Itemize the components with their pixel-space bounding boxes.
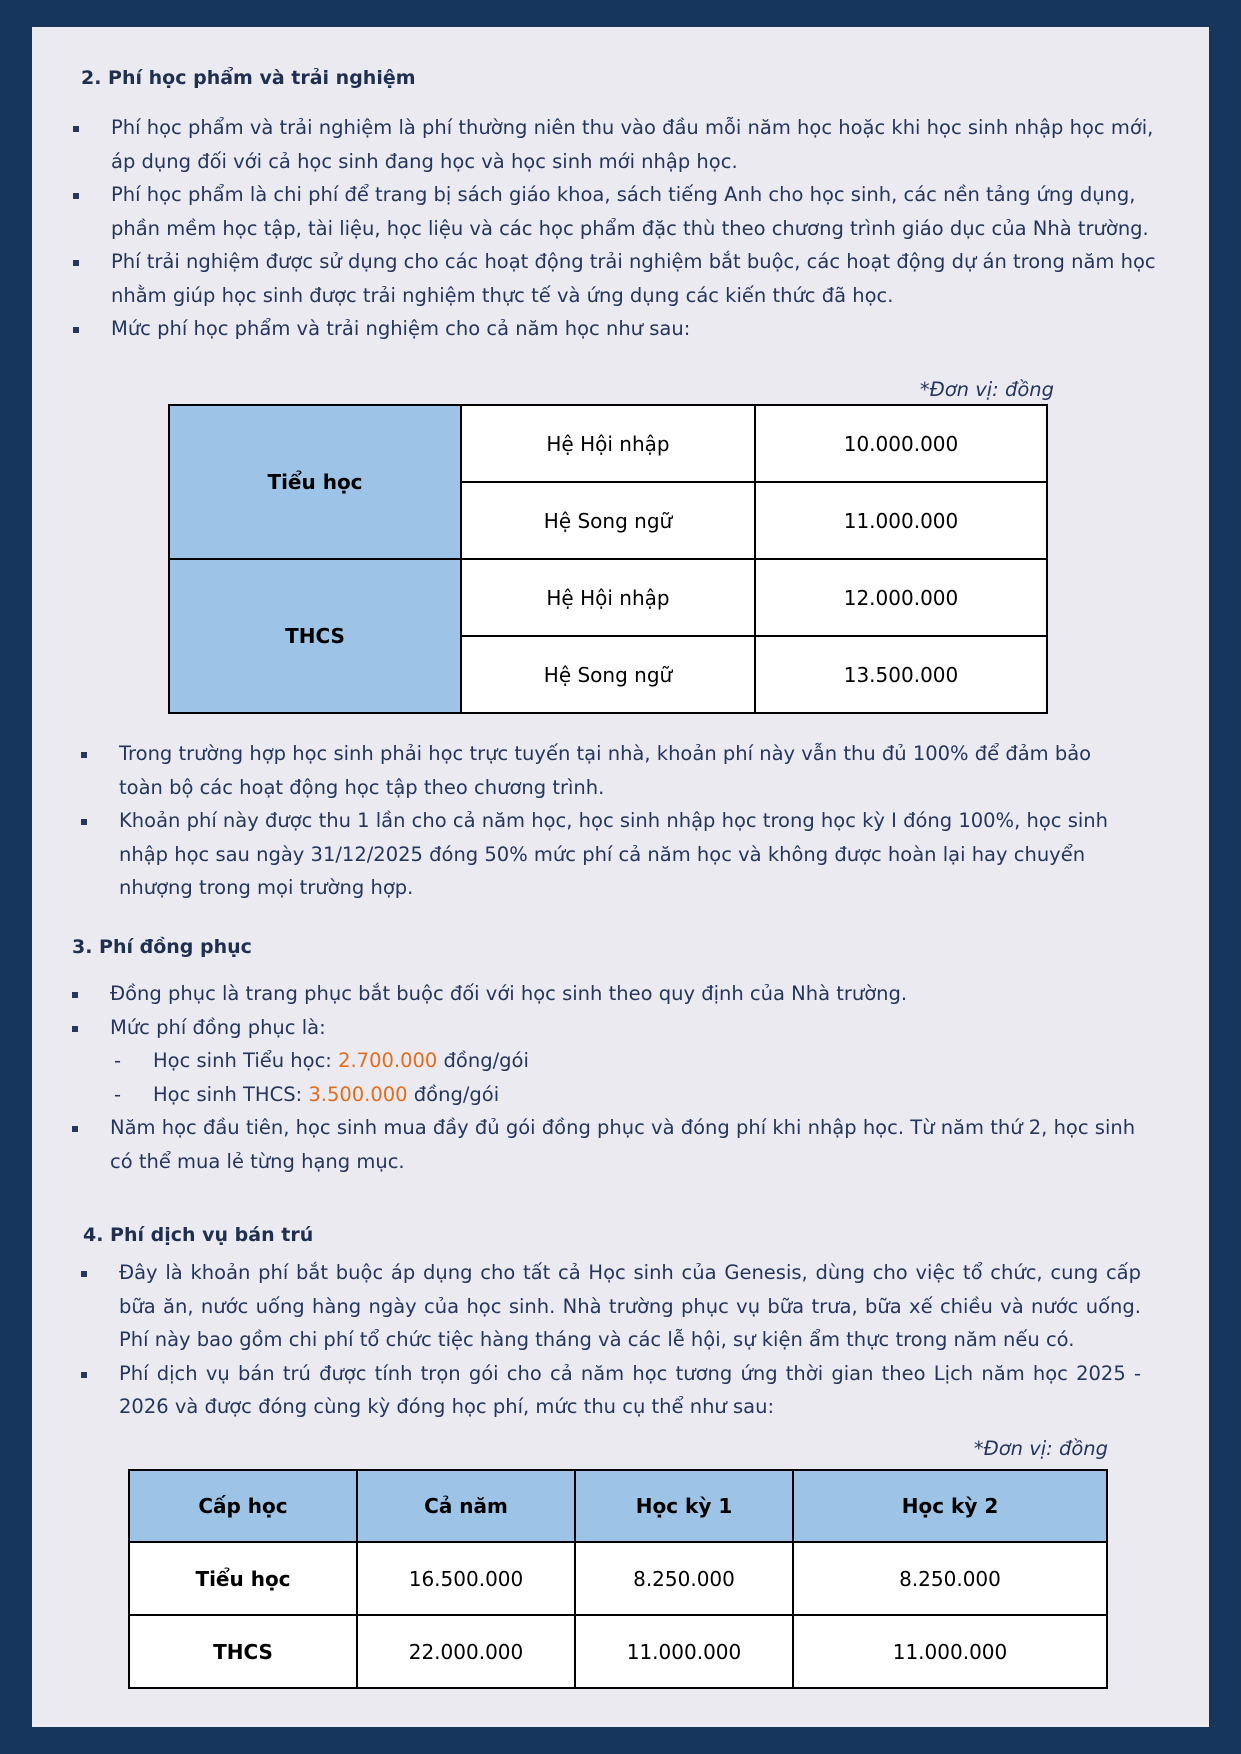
program-cell: Hệ Song ngữ <box>461 636 755 713</box>
uniform-label: Học sinh THCS: <box>153 1082 309 1106</box>
list-item: Phí học phẩm là chi phí để trang bị sách giáo khoa, sách tiếng Anh cho học sinh, các nền tảng ứng dụng, phần mềm học tập, tài liệu, học liệu và các học phẩm đặc thù theo chương trình giáo dục của Nhà trường. <box>73 178 1173 245</box>
unit-note: *Đơn vị: đồng <box>919 378 1054 401</box>
list-item: Phí trải nghiệm được sử dụng cho các hoạt động trải nghiệm bắt buộc, các hoạt động dự án trong năm học nhằm giúp học sinh được trải nghiệm thực tế và ứng dụng các kiến thức đã học. <box>73 245 1173 312</box>
level-cell-secondary: THCS <box>169 559 461 713</box>
list-item: Mức phí học phẩm và trải nghiệm cho cả năm học như sau: <box>73 312 1173 346</box>
level-cell: Tiểu học <box>129 1542 357 1615</box>
boarding-fee-table <box>128 1469 1108 1689</box>
uniform-fee-list <box>110 1044 1152 1111</box>
list-item: Phí học phẩm và trải nghiệm là phí thường niên thu vào đầu mỗi năm học hoặc khi học sinh nhập học mới, áp dụng đối với cả học sinh đang học và học sinh mới nhập học. <box>73 111 1173 178</box>
table-row <box>129 1615 1107 1688</box>
list-item <box>72 1011 1152 1112</box>
list-item: Đây là khoản phí bắt buộc áp dụng cho tất cả Học sinh của Genesis, dùng cho việc tổ chức, cung cấp bữa ăn, nước uống hàng ngày của học sinh. Nhà trường phục vụ bữa trưa, bữa xế chiều và nước uống. Phí này bao gồm chi phí tổ chức tiệc hàng tháng và các lễ hội, sự kiện ẩm thực trong năm nếu có. <box>81 1256 1141 1357</box>
list-item: Đồng phục là trang phục bắt buộc đối với học sinh theo quy định của Nhà trường. <box>72 977 1152 1011</box>
column-header: Học kỳ 1 <box>575 1470 793 1542</box>
amount-cell: 16.500.000 <box>357 1542 575 1615</box>
amount-cell: 12.000.000 <box>755 559 1047 636</box>
uniform-unit: đồng/gói <box>437 1049 529 1072</box>
uniform-fee-secondary <box>110 1078 1152 1112</box>
amount-cell: 8.250.000 <box>793 1542 1107 1615</box>
uniform-amount: 2.700.000 <box>338 1049 438 1072</box>
program-cell: Hệ Hội nhập <box>461 405 755 482</box>
section-4-heading: 4. Phí dịch vụ bán trú <box>83 1224 314 1246</box>
program-cell: Hệ Hội nhập <box>461 559 755 636</box>
uniform-unit: đồng/gói <box>407 1082 500 1106</box>
amount-cell: 22.000.000 <box>357 1615 575 1688</box>
amount-cell: 11.000.000 <box>793 1615 1107 1688</box>
section-2-bullets <box>73 111 1173 346</box>
section-2-heading: 2. Phí học phẩm và trải nghiệm <box>81 67 416 89</box>
amount-cell: 11.000.000 <box>755 482 1047 559</box>
unit-note: *Đơn vị: đồng <box>973 1437 1108 1460</box>
list-item: Phí dịch vụ bán trú được tính trọn gói cho cả năm học tương ứng thời gian theo Lịch năm học 2025 - 2026 và được đóng cùng kỳ đóng học phí, mức thu cụ thể như sau: <box>81 1357 1141 1424</box>
amount-cell: 13.500.000 <box>755 636 1047 713</box>
document-page <box>32 27 1209 1727</box>
column-header: Cấp học <box>129 1470 357 1542</box>
section-4-bullets <box>81 1256 1141 1424</box>
uniform-amount: 3.500.000 <box>308 1082 408 1106</box>
level-cell: THCS <box>129 1615 357 1688</box>
list-item: Trong trường hợp học sinh phải học trực tuyến tại nhà, khoản phí này vẫn thu đủ 100% để đảm bảo toàn bộ các hoạt động học tập theo chương trình. <box>81 737 1141 804</box>
uniform-fee-primary <box>110 1044 1152 1078</box>
amount-cell: 11.000.000 <box>575 1615 793 1688</box>
list-item: Khoản phí này được thu 1 lần cho cả năm học, học sinh nhập học trong học kỳ I đóng 100%, học sinh nhập học sau ngày 31/12/2025 đóng 50% mức phí cả năm học và không được hoàn lại hay chuyển nhượng trong mọi trường hợp. <box>81 804 1141 905</box>
column-header: Học kỳ 2 <box>793 1470 1107 1542</box>
table-row <box>129 1542 1107 1615</box>
amount-cell: 10.000.000 <box>755 405 1047 482</box>
table-header-row <box>129 1470 1107 1542</box>
column-header: Cả năm <box>357 1470 575 1542</box>
learning-materials-fee-table <box>168 404 1048 714</box>
amount-cell: 8.250.000 <box>575 1542 793 1615</box>
section-3-bullets <box>72 977 1152 1178</box>
section-2-after-bullets <box>81 737 1141 905</box>
level-cell-primary: Tiểu học <box>169 405 461 559</box>
list-item: Năm học đầu tiên, học sinh mua đầy đủ gói đồng phục và đóng phí khi nhập học. Từ năm thứ 2, học sinh có thể mua lẻ từng hạng mục. <box>72 1111 1152 1178</box>
program-cell: Hệ Song ngữ <box>461 482 755 559</box>
uniform-label: Học sinh Tiểu học: <box>153 1049 339 1072</box>
section-3-heading: 3. Phí đồng phục <box>72 936 252 958</box>
uniform-fee-intro: Mức phí đồng phục là: <box>110 1015 326 1039</box>
